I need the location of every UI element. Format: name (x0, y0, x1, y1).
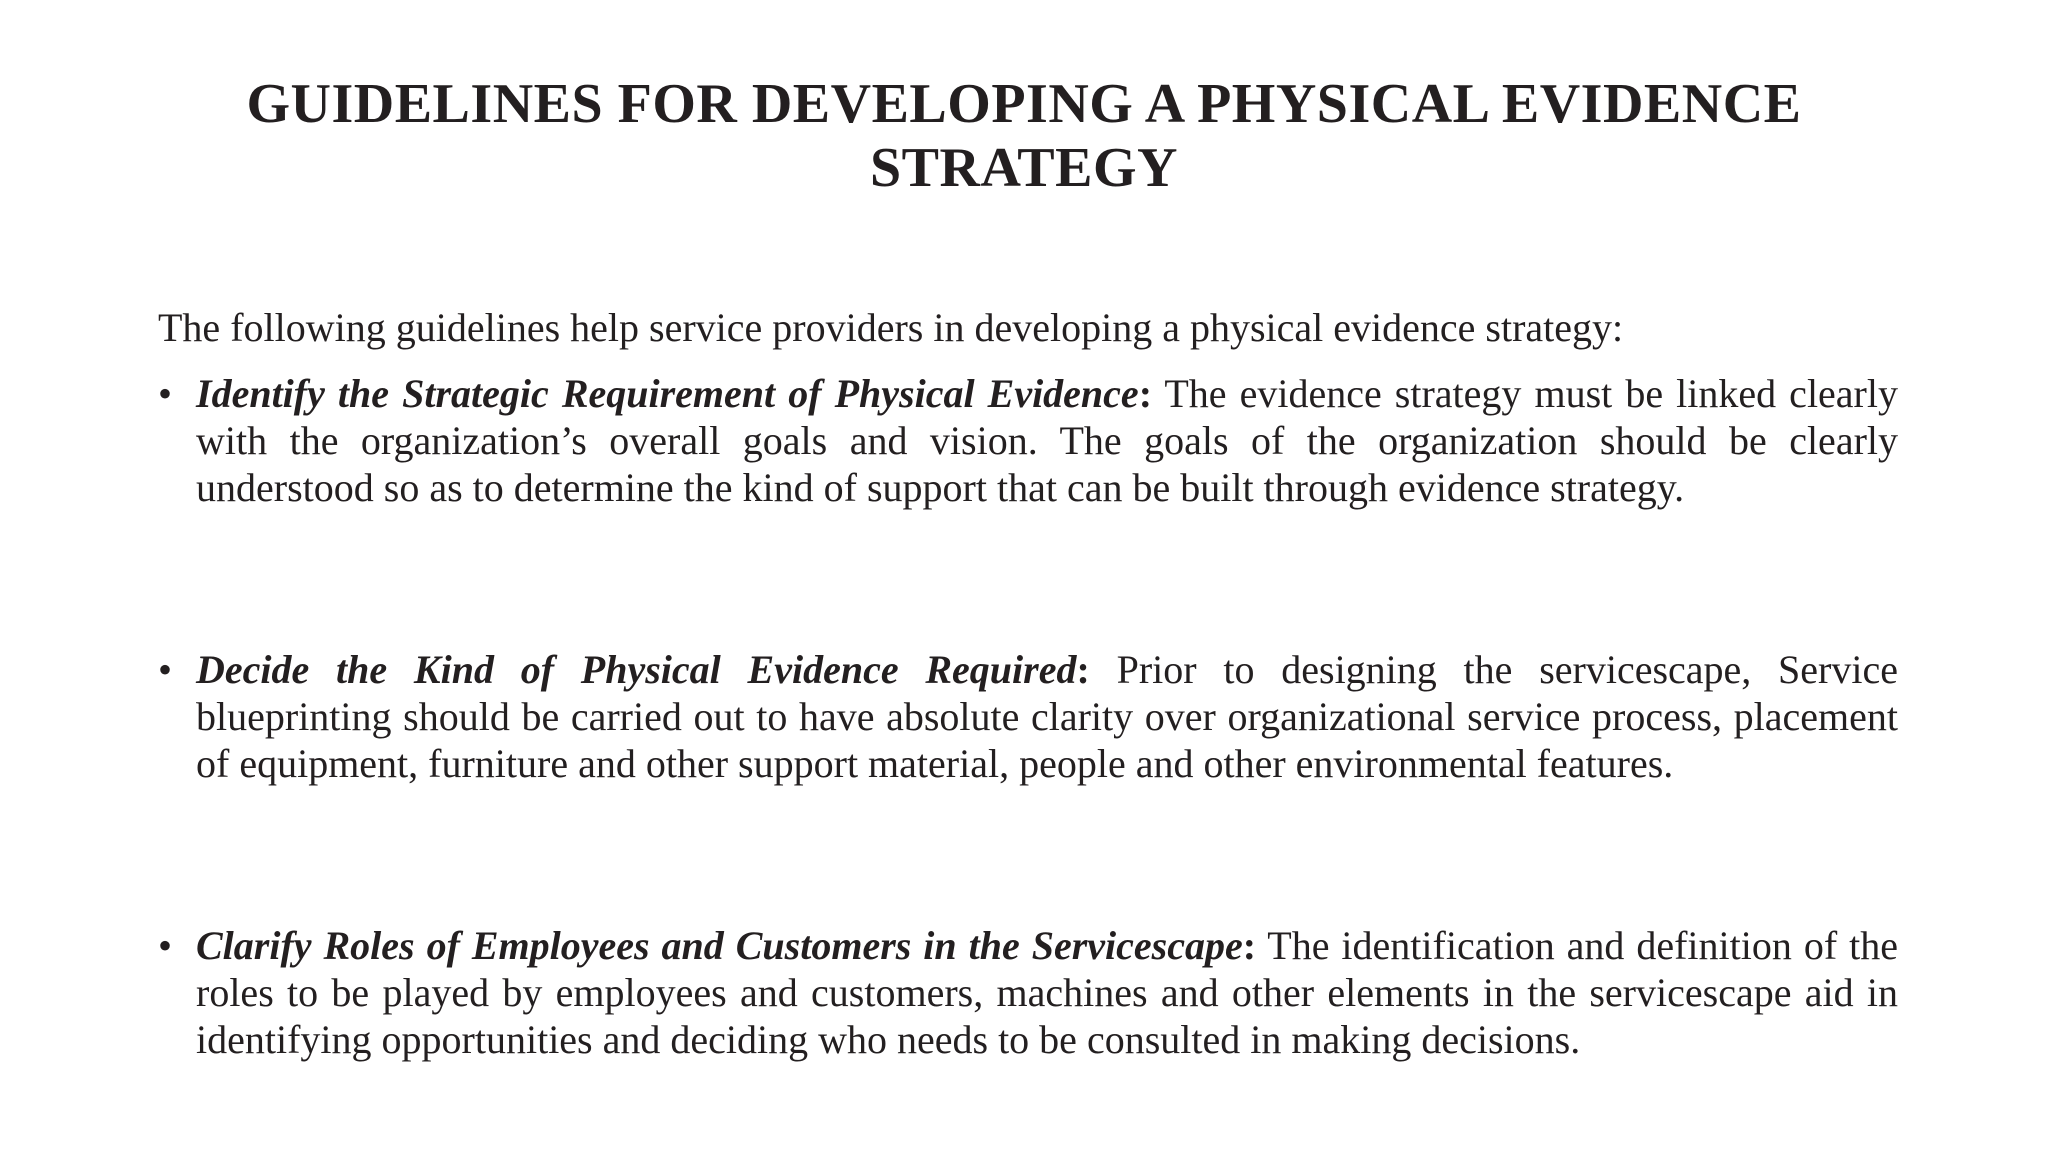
bullet-icon: • (158, 923, 173, 968)
guideline-item (158, 646, 1898, 787)
guideline-item (158, 370, 1898, 511)
guideline-term: Clarify Roles of Employees and Customers in the Servicescape (196, 923, 1243, 968)
intro-paragraph: The following guidelines help service providers in developing a physical evidence strategy: (158, 305, 1624, 350)
term-colon: : (1076, 647, 1090, 692)
bullet-icon: • (158, 371, 173, 416)
term-colon: : (1242, 923, 1257, 968)
guideline-term: Decide the Kind of Physical Evidence Required (196, 647, 1077, 692)
guideline-text: The evidence strategy must be linked clearly with the organization’s overall goals and vision. The goals of the organization should be clearly understood so as to determine the kind of support that can be built through evidence strategy. (196, 371, 1898, 510)
guideline-term: Identify the Strategic Requirement of Physical Evidence (196, 371, 1139, 416)
guideline-text: Prior to designing the servicescape, Service blueprinting should be carried out to have absolute clarity over organizational service process, placement of equipment, furniture and other support material, people and other environmental features. (196, 647, 1898, 786)
term-colon: : (1138, 371, 1153, 416)
guideline-item (158, 922, 1898, 1063)
guideline-text: The identification and definition of the roles to be played by employees and customers, machines and other elements in the servicescape aid in identifying opportunities and deciding who needs to be consulted in making decisions. (196, 923, 1898, 1062)
bullet-icon: • (158, 647, 173, 692)
guidelines-list (158, 370, 1898, 1063)
page-title: GUIDELINES FOR DEVELOPING A PHYSICAL EVIDENCE STRATEGY (246, 73, 1802, 199)
